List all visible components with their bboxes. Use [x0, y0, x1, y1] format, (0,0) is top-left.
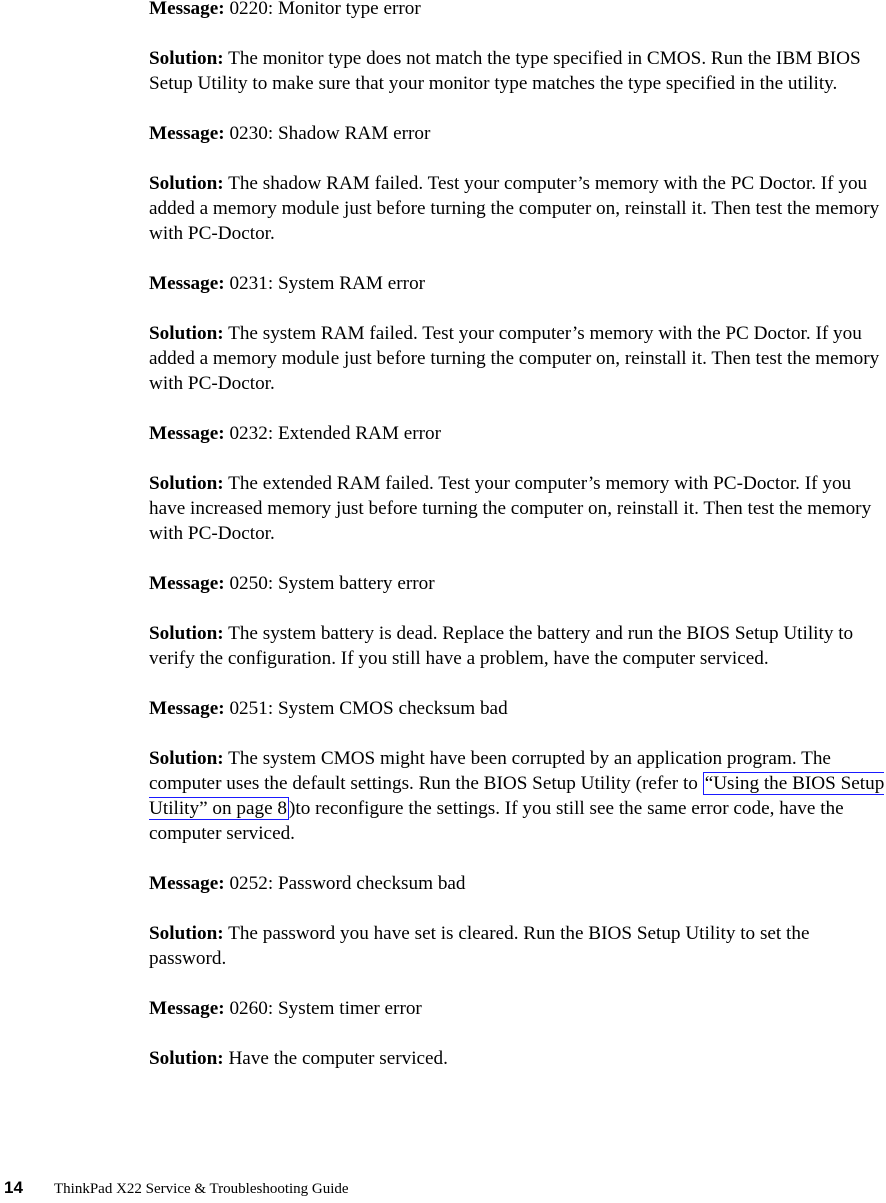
- solution-text: The shadow RAM failed. Test your computer’s memory with the PC Doctor. If you added a memory module just before turning the computer on, reinstall it. Then test the memory with PC-Doctor.: [149, 173, 880, 244]
- solution-line: [149, 746, 886, 846]
- message-line: [149, 696, 886, 721]
- solution-text: The extended RAM failed. Test your computer’s memory with PC-Doctor. If you have increased memory just before turning the computer on, reinstall it. Then test the memory with PC-Doctor.: [149, 473, 872, 544]
- message-label: Message:: [149, 573, 225, 594]
- message-line: [149, 121, 886, 146]
- solution-line: [149, 321, 886, 396]
- message-line: [149, 571, 886, 596]
- message-line: [149, 421, 886, 446]
- message-line: [149, 871, 886, 896]
- list-item: [149, 571, 886, 671]
- solution-line: [149, 921, 886, 971]
- list-item: [149, 696, 886, 846]
- message-label: Message:: [149, 273, 225, 294]
- solution-text: Have the computer serviced.: [228, 1048, 448, 1069]
- guide-title: ThinkPad X22 Service & Troubleshooting Guide: [54, 1181, 349, 1197]
- message-label: Message:: [149, 698, 225, 719]
- list-item: [149, 871, 886, 971]
- solution-text-before: The system CMOS might have been corrupted by an application program. The computer uses the default settings. Run the BIOS Setup Utility (refer to: [149, 748, 831, 794]
- solution-line: [149, 471, 886, 546]
- page-footer: [4, 1178, 349, 1199]
- solution-label: Solution:: [149, 48, 224, 69]
- error-message-list: [149, 0, 886, 1096]
- solution-label: Solution:: [149, 473, 224, 494]
- solution-text: The system RAM failed. Test your computer’s memory with the PC Doctor. If you added a memory module just before turning the computer on, reinstall it. Then test the memory with PC-Doctor.: [149, 323, 880, 394]
- message-text: 0252: Password checksum bad: [229, 873, 466, 894]
- solution-label: Solution:: [149, 623, 224, 644]
- message-label: Message:: [149, 998, 225, 1019]
- message-text: 0232: Extended RAM error: [229, 423, 442, 444]
- message-text: 0230: Shadow RAM error: [229, 123, 431, 144]
- solution-text: The monitor type does not match the type specified in CMOS. Run the IBM BIOS Setup Utility to make sure that your monitor type matches the type specified in the utility.: [149, 48, 861, 94]
- solution-line: [149, 46, 886, 96]
- message-label: Message:: [149, 423, 225, 444]
- solution-label: Solution:: [149, 748, 224, 769]
- solution-line: [149, 1046, 886, 1071]
- list-item: [149, 996, 886, 1071]
- message-line: [149, 0, 886, 21]
- solution-label: Solution:: [149, 173, 224, 194]
- message-line: [149, 996, 886, 1021]
- solution-text-after: )to reconfigure the settings. If you still see the same error code, have the computer serviced.: [149, 798, 844, 844]
- solution-label: Solution:: [149, 923, 224, 944]
- list-item: [149, 121, 886, 246]
- list-item: [149, 0, 886, 96]
- solution-line: [149, 621, 886, 671]
- message-text: 0231: System RAM error: [229, 273, 426, 294]
- message-label: Message:: [149, 873, 225, 894]
- solution-label: Solution:: [149, 323, 224, 344]
- message-text: 0251: System CMOS checksum bad: [229, 698, 508, 719]
- message-text: 0220: Monitor type error: [229, 0, 421, 19]
- page-number: 14: [4, 1178, 23, 1197]
- message-label: Message:: [149, 123, 225, 144]
- message-text: 0260: System timer error: [229, 998, 422, 1019]
- message-label: Message:: [149, 0, 225, 19]
- solution-label: Solution:: [149, 1048, 224, 1069]
- solution-line: [149, 171, 886, 246]
- message-line: [149, 271, 886, 296]
- solution-text: The password you have set is cleared. Run the BIOS Setup Utility to set the password.: [149, 923, 810, 969]
- list-item: [149, 421, 886, 546]
- bios-setup-utility-link[interactable]: “Using the BIOS Setup Utility” on page 8: [149, 773, 885, 819]
- list-item: [149, 271, 886, 396]
- message-text: 0250: System battery error: [229, 573, 435, 594]
- solution-text: The system battery is dead. Replace the battery and run the BIOS Setup Utility to verify the configuration. If you still have a problem, have the computer serviced.: [149, 623, 854, 669]
